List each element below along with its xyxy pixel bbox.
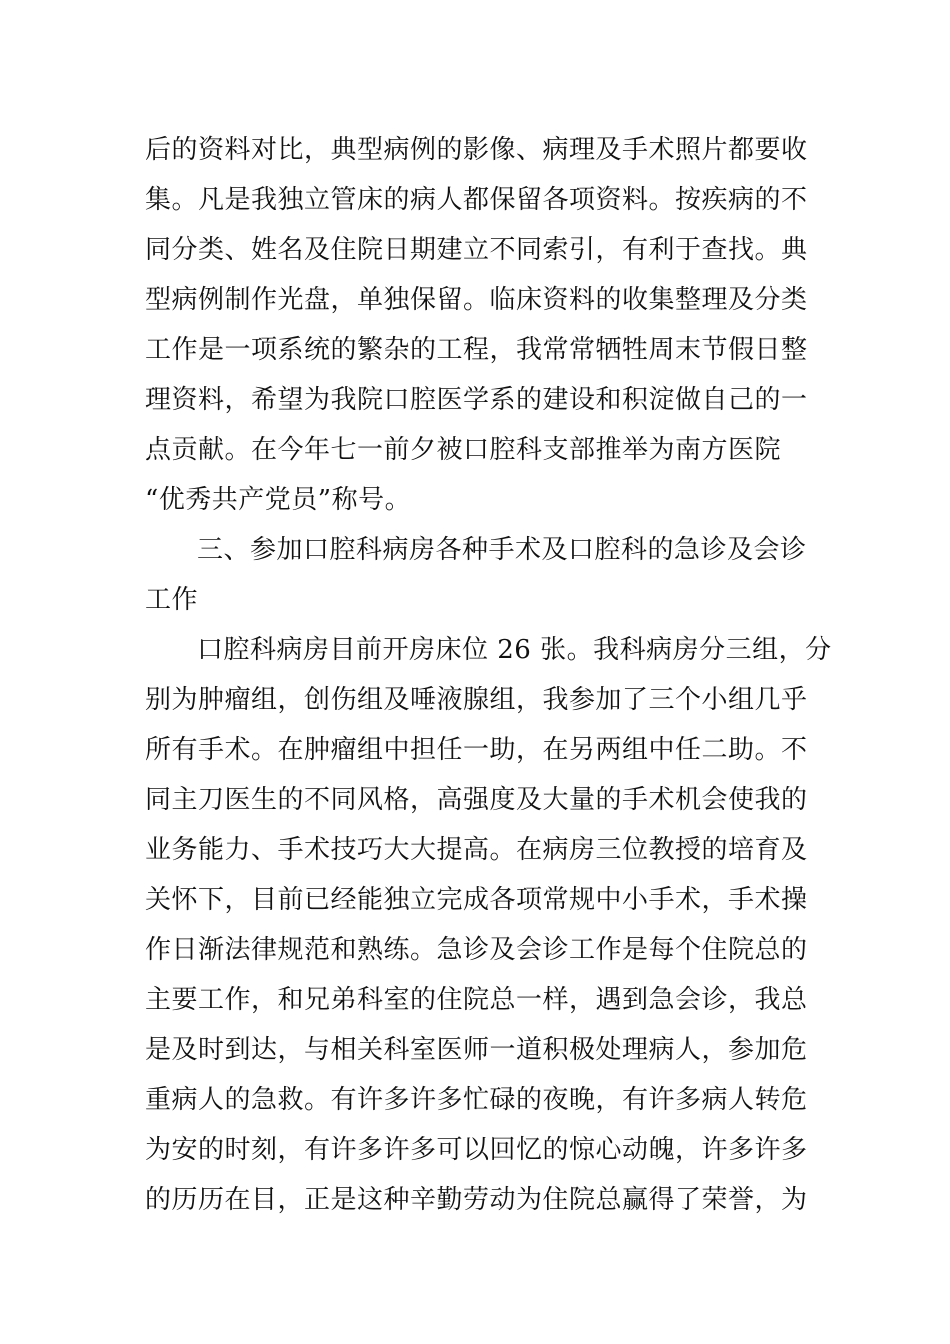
section-heading-continued: 工作 <box>145 585 199 615</box>
text-line: 工作是一项系统的繁杂的工程，我常常牺牲周末节假日整 <box>145 335 808 365</box>
text-line: 为安的时刻，有许多许多可以回忆的惊心动魄，许多许多 <box>145 1135 808 1165</box>
text-line: 重病人的急救。有许多许多忙碌的夜晚，有许多病人转危 <box>145 1085 808 1115</box>
text-line: 是及时到达，与相关科室医师一道积极处理病人，参加危 <box>145 1035 808 1065</box>
text-line: 后的资料对比，典型病例的影像、病理及手术照片都要收 <box>145 135 808 165</box>
text-line: 所有手术。在肿瘤组中担任一助，在另两组中任二助。不 <box>145 735 808 765</box>
text-line: 集。凡是我独立管床的病人都保留各项资料。按疾病的不 <box>145 185 808 215</box>
text-line: 点贡献。在今年七一前夕被口腔科支部推举为南方医院 <box>145 435 782 465</box>
text-line: 口腔科病房目前开房床位 26 张。我科病房分三组，分 <box>197 635 832 665</box>
text-line: 同主刀医生的不同风格，高强度及大量的手术机会使我的 <box>145 785 808 815</box>
section-heading: 三、参加口腔科病房各种手术及口腔科的急诊及会诊 <box>197 535 807 565</box>
text-line: 业务能力、手术技巧大大提高。在病房三位教授的培育及 <box>145 835 808 865</box>
text-line: 别为肿瘤组，创伤组及唾液腺组，我参加了三个小组几乎 <box>145 685 808 715</box>
text-line: 关怀下，目前已经能独立完成各项常规中小手术，手术操 <box>145 885 808 915</box>
text-line: 作日渐法律规范和熟练。急诊及会诊工作是每个住院总的 <box>145 935 808 965</box>
text-line: 理资料，希望为我院口腔医学系的建设和积淀做自己的一 <box>145 385 808 415</box>
text-line: 的历历在目，正是这种辛勤劳动为住院总赢得了荣誉，为 <box>145 1185 808 1215</box>
text-line: 主要工作，和兄弟科室的住院总一样，遇到急会诊，我总 <box>145 985 808 1015</box>
text-line: 同分类、姓名及住院日期建立不同索引，有利于查找。典 <box>145 235 808 265</box>
text-line: “优秀共产党员”称号。 <box>145 485 412 515</box>
text-line: 型病例制作光盘，单独保留。临床资料的收集整理及分类 <box>145 285 808 315</box>
